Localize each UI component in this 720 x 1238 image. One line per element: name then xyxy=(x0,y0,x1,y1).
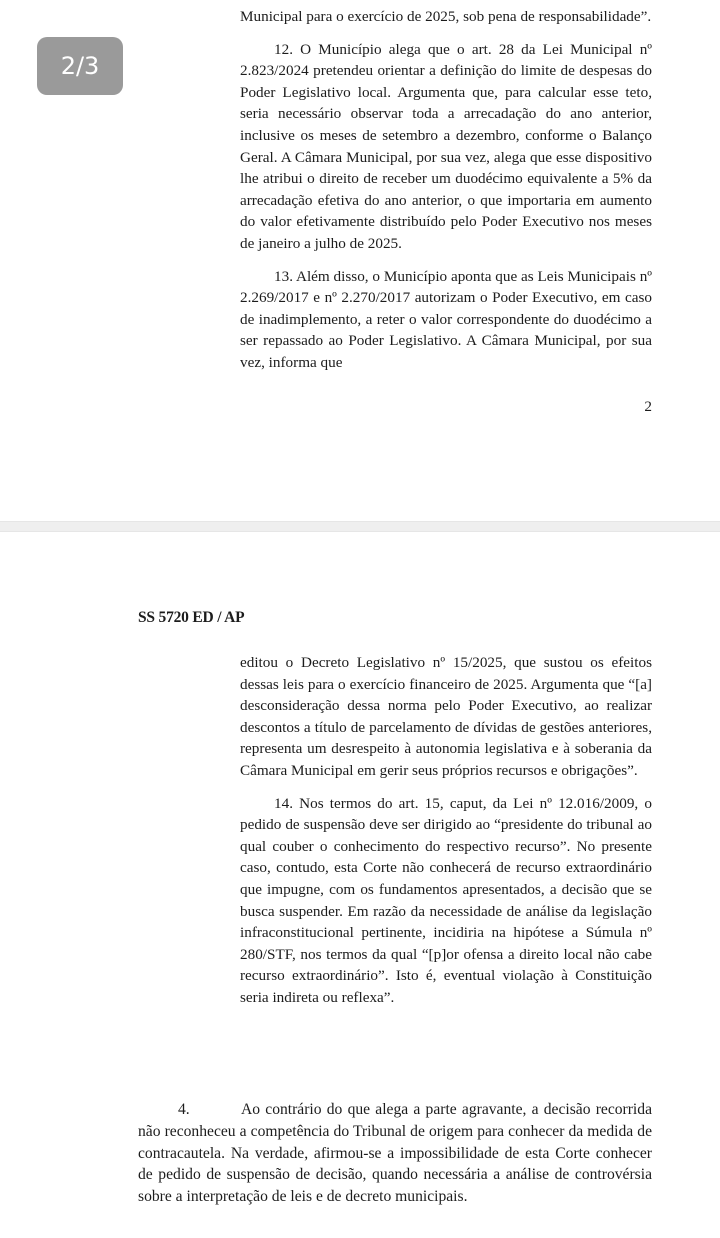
item-4 xyxy=(138,1099,652,1208)
continued-paragraph: Municipal para o exercício de 2025, sob pena de responsabilidade”. xyxy=(240,8,652,25)
page-indicator-badge: 2/3 xyxy=(37,37,123,95)
paragraph-13: 13. Além disso, o Município aponta que as Leis Municipais nº 2.269/2017 e nº 2.270/2017 autorizam o Poder Executivo, em caso de inadimplemento, a reter o valor correspondente do duodécimo a ser repassado ao Poder Legislativo. A Câmara Municipal, por sua vez, informa que xyxy=(240,267,652,371)
item-4-number: 4. xyxy=(178,1101,190,1118)
page-separator xyxy=(0,521,720,532)
paragraph-12: 12. O Município alega que o art. 28 da Lei Municipal nº 2.823/2024 pretendeu orientar a definição do limite de despesas do Poder Legislativo local. Argumenta que, para calcular esse teto, seria necessário observar toda a arrecadação do ano anterior, inclusive os meses de setembro a dezembro, conforme o Balanço Geral. A Câmara Municipal, por sua vez, alega que esse dispositivo lhe atribui o direito de receber um duodécimo equivalente a 5% da arrecadação efetiva do ano anterior, o que importaria em aumento do valor efetivamente distribuído pelo Poder Executivo nos meses de janeiro a julho de 2025. xyxy=(240,40,652,252)
paragraph-14: 14. Nos termos do art. 15, caput, da Lei nº 12.016/2009, o pedido de suspensão deve ser dirigido ao “presidente do tribunal ao qual couber o conhecimento do respectivo recurso”. No presente caso, contudo, esta Corte não conhecerá de recurso extraordinário que impugne, com os fundamentos apresentados, a decisão que se busca suspender. Em razão da necessidade de análise da legislação infraconstitucional pertinente, incidiria na hipótese a Súmula nº 280/STF, nos termos da qual “[p]or ofensa a direito local não cabe recurso extraordinário”. Isto é, eventual violação à Constituição seria indireta ou reflexa”. xyxy=(240,794,652,1006)
page-number: 2 xyxy=(644,398,652,415)
document-header: SS 5720 ED / AP xyxy=(138,609,245,626)
paragraph-13-continued: editou o Decreto Legislativo nº 15/2025, que sustou os efeitos dessas leis para o exercício financeiro de 2025. Argumenta que “[a] desconsideração dessa norma pelo Poder Executivo, ao realizar descontos a título de parcelamento de dívidas de gestões anteriores, representa um desrespeito à autonomia legislativa e à soberania da Câmara Municipal em gerir seus próprios recursos e obrigações”. xyxy=(240,654,652,779)
page-3-main-text xyxy=(138,1099,652,1208)
page-3-quote-block xyxy=(240,652,652,1009)
item-4-text: Ao contrário do que alega a parte agravante, a decisão recorrida não reconheceu a competência do Tribunal de origem para conhecer da medida de contracautela. Na verdade, afirmou-se a impossibilidade de esta Corte conhecer de pedido de suspensão de decisão, quando necessária a análise de controvérsia sobre a interpretação de leis e de decreto municipais. xyxy=(138,1101,652,1206)
page-2-body xyxy=(240,6,652,374)
